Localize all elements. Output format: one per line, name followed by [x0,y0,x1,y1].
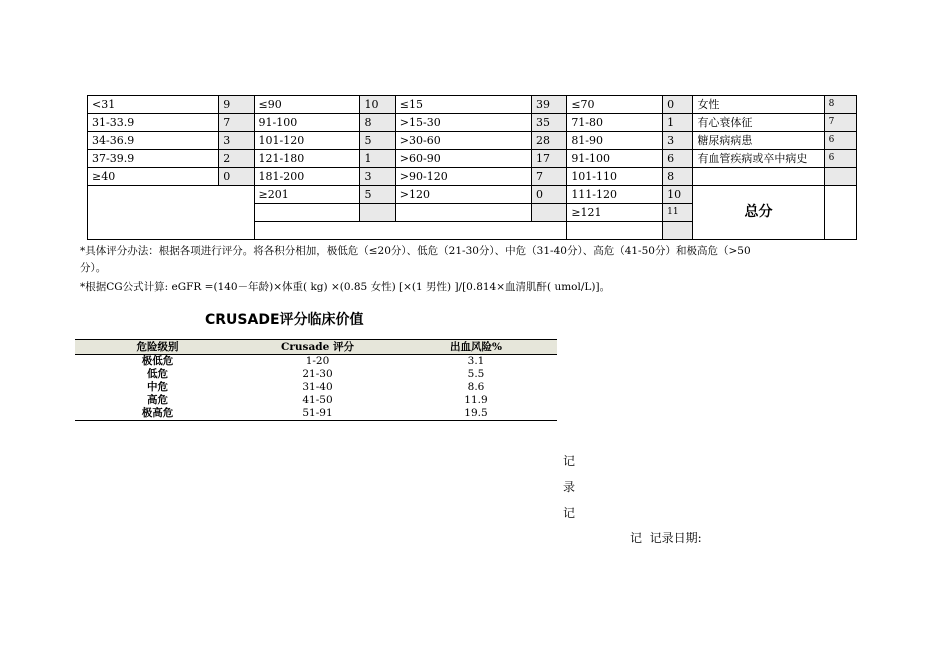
column-header: 出血风险% [395,340,557,355]
table-cell: 3 [663,132,693,150]
table-cell [824,168,856,186]
table-cell [567,222,663,240]
table-cell: ≤70 [567,96,663,114]
table-cell: 女性 [693,96,824,114]
empty-cell [88,186,255,240]
table-cell: 34-36.9 [88,132,219,150]
table-cell: >90-120 [395,168,531,186]
table-row [75,394,557,407]
table-cell: 0 [219,168,254,186]
record-date-label: 记 记录日期: [630,531,702,545]
table-cell: 91-100 [254,114,360,132]
table-cell: 7 [824,114,856,132]
table-cell: ≥201 [254,186,360,204]
table-cell: 39 [532,96,567,114]
table-cell [663,222,693,240]
egfr-formula-note: *根据CG公式计算: eGFR =(140－年龄)×体重( kg) ×(0.85 女性) [×(1 男性) ]/[0.814×血清肌酐( umol/L)]。 [80,281,611,293]
risk-level: 中危 [147,381,168,393]
crusade-score: 1-20 [305,355,330,367]
table-cell: 0 [532,186,567,204]
table-cell: 3 [360,168,395,186]
table-cell [532,204,567,222]
table-cell [395,204,531,222]
table-cell [360,204,395,222]
crusade-score: 31-40 [302,381,333,393]
bleeding-risk: 8.6 [467,381,485,393]
table-cell: 17 [532,150,567,168]
table-row [75,381,557,394]
bleeding-risk: 5.5 [467,368,485,380]
crusade-score: 51-91 [240,407,395,421]
table-cell: 糖尿病病患 [693,132,824,150]
crusade-title: CRUSADE评分临床价值 [205,312,364,328]
table-cell: 8 [824,96,856,114]
table-cell: 1 [360,150,395,168]
table-cell: 3 [219,132,254,150]
table-cell: 5 [360,186,395,204]
bleeding-risk: 19.5 [395,407,557,421]
table-cell: 101-110 [567,168,663,186]
table-cell: >30-60 [395,132,531,150]
table-cell: ≥40 [88,168,219,186]
bleeding-risk: 3.1 [467,355,485,367]
table-cell: 6 [824,150,856,168]
table-cell: 11 [663,204,693,222]
table-cell: >60-90 [395,150,531,168]
table-cell: 8 [360,114,395,132]
table-row [75,407,557,421]
table-cell: 121-180 [254,150,360,168]
table-cell: 181-200 [254,168,360,186]
table-cell: >120 [395,186,531,204]
total-score-value [824,186,856,240]
table-row [88,96,857,114]
table-cell: 有血管疾病或卒中病史 [693,150,824,168]
table-cell: 0 [663,96,693,114]
risk-level: 低危 [147,368,168,380]
risk-level: 极高危 [75,407,240,421]
risk-level: 极低危 [141,355,174,367]
table-cell [254,204,360,222]
table-row [88,114,857,132]
table-cell: 10 [360,96,395,114]
table-cell: 9 [219,96,254,114]
table-cell: 91-100 [567,150,663,168]
table-cell: 81-90 [567,132,663,150]
record-char-1: 记 [563,454,576,468]
table-cell: 5 [360,132,395,150]
table-row [75,355,557,369]
table-cell: 37-39.9 [88,150,219,168]
crusade-table [75,339,557,421]
score-table [87,95,857,240]
table-cell: 71-80 [567,114,663,132]
column-header: 危险级别 [75,340,240,355]
table-cell: 8 [663,168,693,186]
crusade-score: 41-50 [302,394,333,406]
table-cell: 6 [663,150,693,168]
table-cell: 31-33.9 [88,114,219,132]
table-row [88,186,857,204]
table-cell: ≥121 [567,204,663,222]
risk-level: 高危 [147,394,168,406]
table-row [88,168,857,186]
table-cell: ≤15 [395,96,531,114]
table-row [88,150,857,168]
bleeding-risk: 11.9 [464,394,488,406]
total-score-label: 总分 [693,186,824,240]
record-char-3: 记 [563,506,576,520]
table-row [88,132,857,150]
crusade-score: 21-30 [302,368,333,380]
table-cell: 10 [663,186,693,204]
table-cell: 有心衰体征 [693,114,824,132]
table-cell [693,168,824,186]
table-row [75,368,557,381]
table-cell [254,222,567,240]
table-cell: <31 [88,96,219,114]
scoring-note-continued: 分）。 [80,262,107,274]
table-cell: 7 [219,114,254,132]
table-cell: 35 [532,114,567,132]
column-header: Crusade 评分 [240,340,395,355]
table-header-row [75,340,557,355]
table-cell: 7 [532,168,567,186]
table-cell: 6 [824,132,856,150]
scoring-note: *具体评分办法：根据各项进行评分。将各积分相加，极低危（≤20分）、低危（21-30分）、中危（31-40分）、高危（41-50分）和极高危（>50 [80,245,751,257]
table-cell: 111-120 [567,186,663,204]
table-cell: 2 [219,150,254,168]
table-cell: 1 [663,114,693,132]
record-char-2: 录 [563,480,576,494]
table-cell: 101-120 [254,132,360,150]
table-cell: >15-30 [395,114,531,132]
table-cell: 28 [532,132,567,150]
table-cell: ≤90 [254,96,360,114]
